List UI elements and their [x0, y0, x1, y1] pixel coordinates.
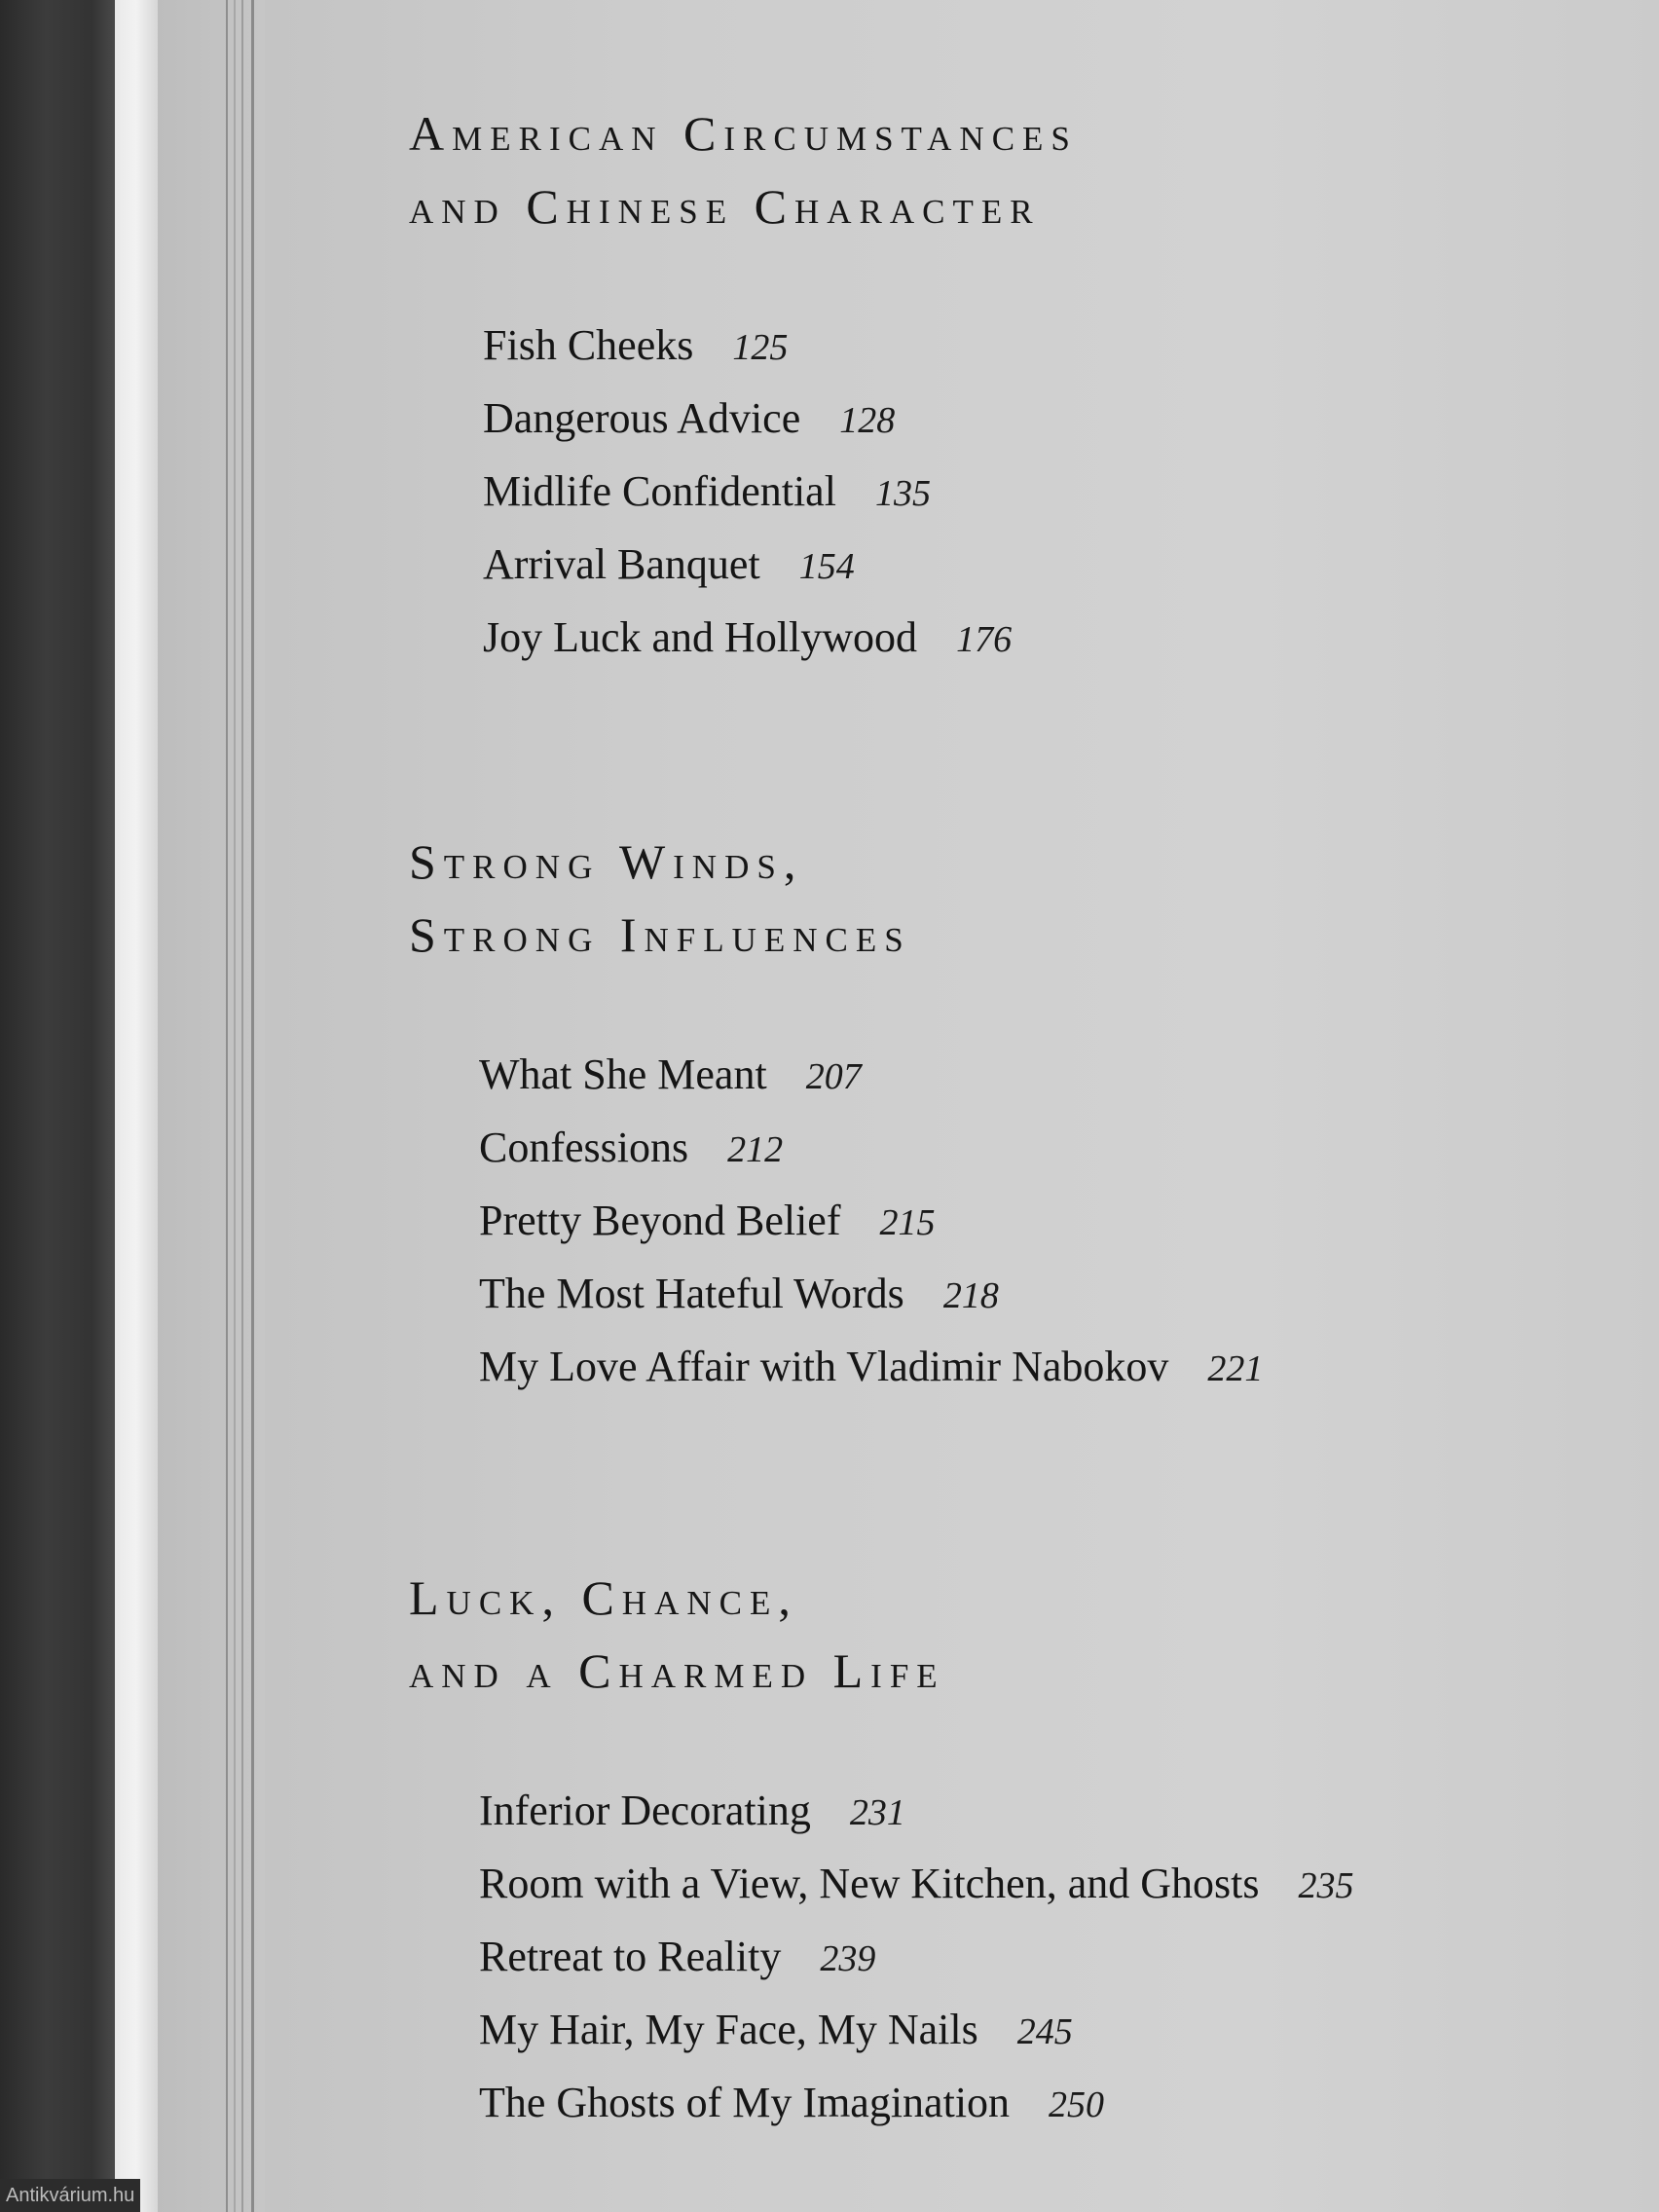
toc-section-american-circumstances [409, 97, 1078, 674]
entry-title: The Ghosts of My Imagination [479, 2079, 1011, 2126]
entry-title: Confessions [479, 1124, 689, 1171]
entry-page-number: 154 [798, 546, 855, 587]
section-title [409, 826, 1263, 972]
entry-page-number: 250 [1049, 2084, 1105, 2125]
entry-page-number: 212 [727, 1129, 784, 1170]
section-title-line: Strong Winds, [409, 834, 804, 889]
entry-page-number: 231 [849, 1792, 905, 1833]
entry-title: My Hair, My Face, My Nails [479, 2006, 978, 2053]
toc-entry [483, 528, 1078, 601]
section-title-line: Luck, Chance, [409, 1570, 798, 1625]
entry-page-number: 176 [956, 619, 1013, 660]
entry-page-number: 128 [839, 400, 896, 441]
entry-page-number: 245 [1016, 2011, 1073, 2052]
toc-section-strong-winds [409, 826, 1263, 1403]
toc-entry [479, 1920, 1353, 1993]
entry-page-number: 125 [732, 327, 789, 368]
toc-entry-list [479, 1774, 1353, 2139]
entry-title: The Most Hateful Words [479, 1270, 904, 1317]
entry-title: Room with a View, New Kitchen, and Ghosts [479, 1860, 1260, 1907]
entry-title: Inferior Decorating [479, 1787, 811, 1834]
section-title [409, 1562, 1353, 1708]
section-title-line: and Chinese Character [409, 179, 1041, 234]
section-title-line: and a Charmed Life [409, 1643, 945, 1698]
entry-title: What She Meant [479, 1051, 767, 1098]
toc-entry [479, 1847, 1353, 1920]
toc-entry [483, 382, 1078, 455]
page-edges [115, 0, 158, 2212]
entry-page-number: 239 [820, 1938, 876, 1979]
toc-section-luck-chance [409, 1562, 1353, 2139]
entry-title: Dangerous Advice [483, 394, 801, 442]
toc-entry [483, 455, 1078, 528]
section-title-line: American Circumstances [409, 106, 1078, 161]
toc-entry [479, 1993, 1353, 2066]
entry-page-number: 215 [879, 1202, 936, 1243]
section-title-line: Strong Influences [409, 907, 911, 962]
toc-entry [483, 309, 1078, 382]
gutter-line [251, 0, 254, 2212]
entry-title: My Love Affair with Vladimir Nabokov [479, 1343, 1169, 1390]
toc-entry [479, 1038, 1263, 1111]
gutter-line [241, 0, 243, 2212]
toc-entry [479, 1257, 1263, 1330]
entry-title: Joy Luck and Hollywood [483, 613, 918, 661]
toc-entry [479, 2066, 1353, 2139]
toc-entry [479, 1184, 1263, 1257]
entry-page-number: 207 [805, 1056, 862, 1097]
toc-entry-list [479, 1038, 1263, 1403]
toc-entry [479, 1774, 1353, 1847]
toc-entry [479, 1330, 1263, 1403]
toc-entry [479, 1111, 1263, 1184]
entry-page-number: 135 [874, 473, 931, 514]
section-title [409, 97, 1078, 243]
entry-page-number: 221 [1207, 1348, 1264, 1389]
book-spine-shadow [0, 0, 115, 2212]
entry-title: Arrival Banquet [483, 540, 760, 588]
page-gutter [158, 0, 265, 2212]
toc-entry-list [483, 309, 1078, 674]
entry-title: Fish Cheeks [483, 321, 694, 369]
entry-title: Midlife Confidential [483, 467, 836, 515]
gutter-line [234, 0, 236, 2212]
entry-title: Pretty Beyond Belief [479, 1197, 841, 1244]
watermark-text: Antikvárium.hu [0, 2179, 140, 2212]
entry-title: Retreat to Reality [479, 1933, 782, 1980]
toc-entry [483, 601, 1078, 674]
gutter-line [226, 0, 228, 2212]
entry-page-number: 218 [942, 1275, 999, 1316]
entry-page-number: 235 [1298, 1865, 1354, 1906]
